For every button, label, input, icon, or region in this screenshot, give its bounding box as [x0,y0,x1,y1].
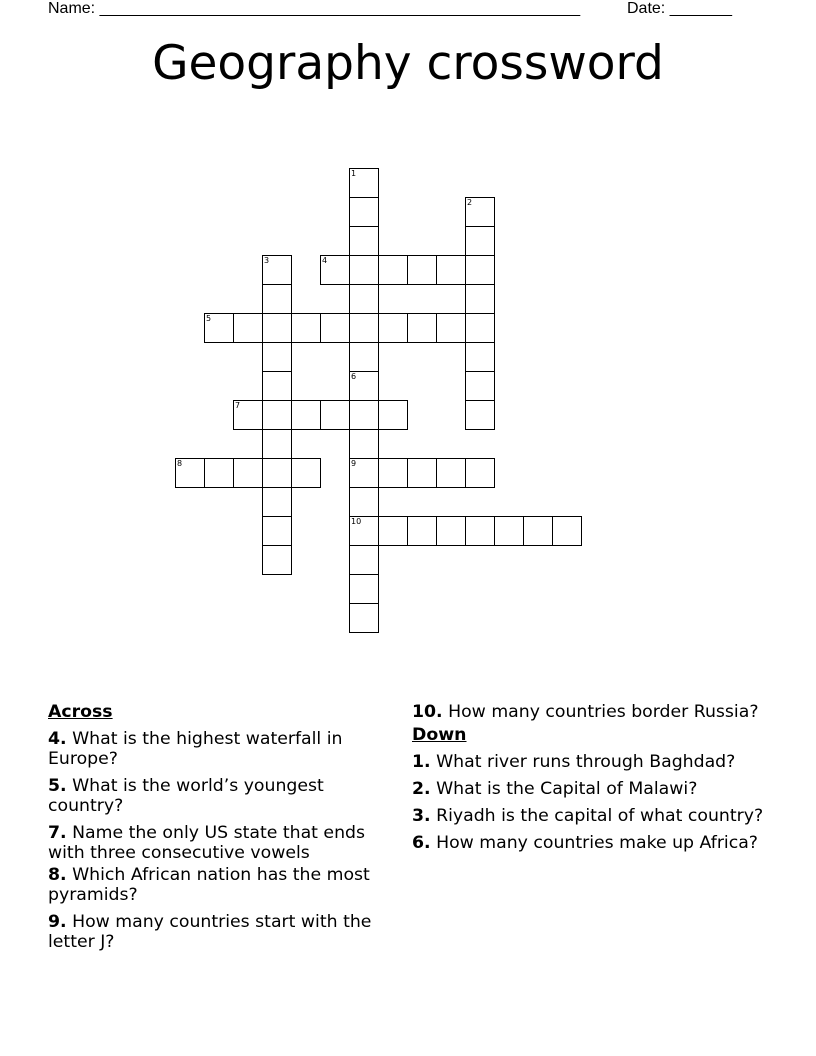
clue-number: 5. [48,776,67,796]
clue-number: 3. [412,806,431,826]
crossword-cell[interactable] [465,400,495,430]
across-clue-7 [48,823,398,863]
crossword-cell[interactable] [465,458,495,488]
down-clue-1 [412,752,782,772]
crossword-cell[interactable] [407,313,437,343]
down-heading: Down [412,725,467,745]
crossword-cell[interactable] [349,226,379,256]
clue-text: How many countries border Russia? [442,702,759,722]
crossword-cell[interactable] [465,371,495,401]
crossword-cell[interactable] [349,487,379,517]
crossword-cell[interactable] [349,342,379,372]
crossword-cell[interactable] [494,516,524,546]
clue-number-label: 3 [264,256,270,265]
crossword-cell[interactable] [349,197,379,227]
crossword-cell[interactable] [407,255,437,285]
crossword-cell[interactable] [378,400,408,430]
crossword-cell[interactable] [349,313,379,343]
crossword-cell[interactable] [262,429,292,459]
crossword-cell[interactable] [320,255,350,285]
crossword-cell[interactable] [233,458,263,488]
crossword-cell[interactable] [291,400,321,430]
crossword-cell[interactable] [378,458,408,488]
crossword-cell[interactable] [436,255,466,285]
crossword-cell[interactable] [349,371,379,401]
clue-text: How many countries make up Africa? [430,833,758,853]
clues-column-left [48,702,398,959]
clue-number-label: 8 [177,459,183,468]
clue-number: 1. [412,752,431,772]
crossword-cell[interactable] [378,313,408,343]
crossword-cell[interactable] [349,603,379,633]
crossword-cell[interactable] [349,284,379,314]
crossword-cell[interactable] [465,516,495,546]
clue-text: What is the Capital of Malawi? [430,779,698,799]
crossword-cell[interactable] [233,400,263,430]
clue-number-label: 4 [322,256,328,265]
across-clue-5 [48,776,398,816]
crossword-cell[interactable] [233,313,263,343]
crossword-cell[interactable] [349,429,379,459]
crossword-cell[interactable] [262,545,292,575]
crossword-cell[interactable] [349,574,379,604]
crossword-cell[interactable] [291,458,321,488]
crossword-cell[interactable] [465,284,495,314]
crossword-cell[interactable] [262,487,292,517]
crossword-cell[interactable] [320,400,350,430]
clue-number-label: 1 [351,169,357,178]
crossword-cell[interactable] [349,400,379,430]
down-clue-3 [412,806,782,826]
clue-text: What is the world’s youngest country? [48,776,324,816]
crossword-cell[interactable] [349,516,379,546]
clue-text: Riyadh is the capital of what country? [430,806,764,826]
across-clue-10 [412,702,782,722]
crossword-cell[interactable] [523,516,553,546]
clue-text: What river runs through Baghdad? [430,752,736,772]
name-field-label: Name: ______________________________________________________ [48,0,581,17]
crossword-cell[interactable] [378,255,408,285]
crossword-cell[interactable] [436,458,466,488]
crossword-cell[interactable] [349,168,379,198]
crossword-cell[interactable] [378,516,408,546]
clue-number: 8. [48,865,67,885]
clue-number: 6. [412,833,431,853]
crossword-cell[interactable] [204,313,234,343]
page-title: Geography crossword [152,36,664,91]
crossword-cell[interactable] [465,342,495,372]
crossword-cell[interactable] [436,313,466,343]
clue-number-label: 10 [351,517,362,526]
clue-number-label: 6 [351,372,357,381]
clue-number-label: 9 [351,459,357,468]
crossword-cell[interactable] [262,400,292,430]
across-clue-9 [48,912,398,952]
clue-number-label: 2 [467,198,473,207]
down-clue-6 [412,833,782,853]
crossword-cell[interactable] [262,371,292,401]
crossword-cell[interactable] [262,255,292,285]
clue-number: 4. [48,729,67,749]
across-clue-8 [48,865,398,905]
crossword-cell[interactable] [465,226,495,256]
crossword-cell[interactable] [204,458,234,488]
clue-text: Which African nation has the most pyramids? [48,865,370,905]
crossword-cell[interactable] [175,458,205,488]
crossword-cell[interactable] [465,255,495,285]
crossword-cell[interactable] [349,255,379,285]
clue-text: What is the highest waterfall in Europe? [48,729,343,769]
crossword-cell[interactable] [262,342,292,372]
crossword-cell[interactable] [262,284,292,314]
clue-text: How many countries start with the letter J? [48,912,372,952]
crossword-cell[interactable] [465,197,495,227]
crossword-cell[interactable] [465,313,495,343]
crossword-cell[interactable] [262,516,292,546]
crossword-cell[interactable] [262,458,292,488]
clues-column-right [412,702,782,860]
crossword-cell[interactable] [407,458,437,488]
clue-number: 7. [48,823,67,843]
clue-number: 9. [48,912,67,932]
date-field-label: Date: _______ [627,0,732,17]
crossword-cell[interactable] [349,458,379,488]
down-clue-2 [412,779,782,799]
across-clue-4 [48,729,398,769]
crossword-cell[interactable] [552,516,582,546]
crossword-cell[interactable] [349,545,379,575]
clue-number-label: 7 [235,401,241,410]
crossword-cell[interactable] [436,516,466,546]
crossword-cell[interactable] [320,313,350,343]
clue-text: Name the only US state that ends with three consecutive vowels [48,823,365,863]
crossword-cell[interactable] [407,516,437,546]
crossword-cell[interactable] [262,313,292,343]
clue-number: 10. [412,702,443,722]
clue-number: 2. [412,779,431,799]
clue-number-label: 5 [206,314,212,323]
crossword-cell[interactable] [291,313,321,343]
across-heading: Across [48,702,113,722]
